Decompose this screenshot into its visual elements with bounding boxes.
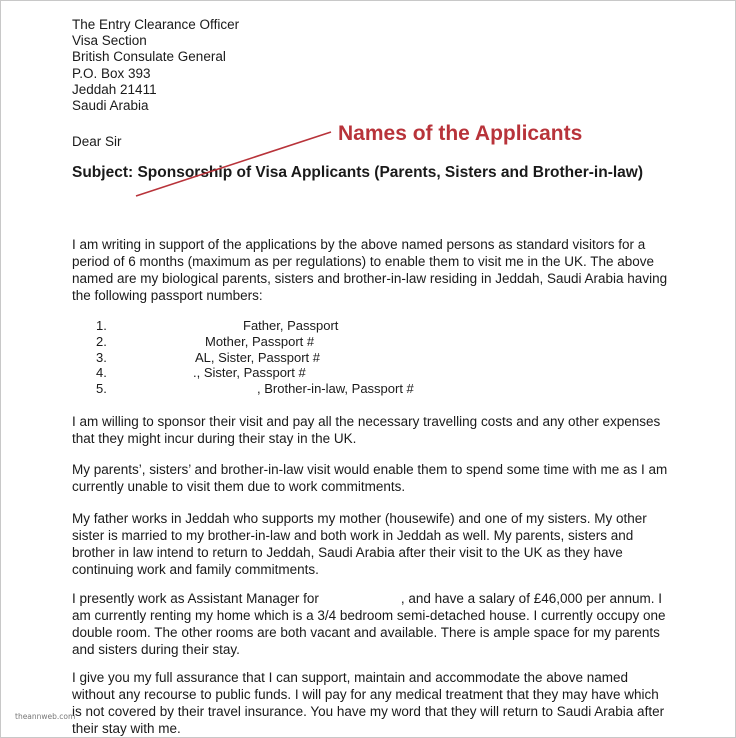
address-line: The Entry Clearance Officer	[72, 17, 240, 32]
list-number: 3.	[96, 349, 107, 365]
list-number: 4.	[96, 365, 107, 381]
paragraph-visit-reason: My parents’, sisters’ and brother-in-law visit would enable them to spend some time with me as I am currently unable to visit them due to work commitments.	[72, 462, 668, 494]
list-text: Father, Passport	[243, 318, 339, 333]
address-line: British Consulate General	[72, 49, 226, 65]
address-line: Jeddah 21411	[72, 81, 157, 97]
list-text: Mother, Passport #	[205, 333, 315, 349]
paragraph-employment	[72, 590, 672, 658]
address-line: Saudi Arabia	[72, 98, 149, 114]
list-number: 1.	[96, 318, 107, 333]
list-text: ., Sister, Passport #	[193, 365, 306, 381]
address-line: Visa Section	[72, 33, 147, 49]
list-number: 2.	[96, 333, 107, 349]
list-text: AL, Sister, Passport #	[195, 349, 321, 365]
address-line: P.O. Box 393	[72, 65, 151, 81]
subject-line: Subject: Sponsorship of Visa Applicants (Parents, Sisters and Brother-in-law)	[72, 164, 644, 181]
list-number: 5.	[96, 381, 107, 397]
employment-text-start: I presently work as Assistant Manager for	[72, 591, 319, 606]
employment-text-rest: , and have a salary of £46,000 per annum. I am currently renting my home which is a 3/4 bedroom semi-detached house. I currently occupy one double room. The other rooms are both vacant and available. There is ample space for my parents and sisters during their stay.	[72, 591, 666, 657]
annotation-label: Names of the Applicants	[338, 122, 583, 145]
salutation: Dear Sir	[72, 134, 122, 149]
paragraph-sponsorship: I am willing to sponsor their visit and pay all the necessary travelling costs and any other expenses that they might incur during their stay in the UK.	[72, 414, 661, 446]
paragraph-family-ties: My father works in Jeddah who supports my mother (housewife) and one of my sisters. My other sister is married to my brother-in-law and both work in Jeddah as well. My parents, sisters and brother in law intend to return to Jeddah, Saudi Arabia after their visit to the UK as they have continuing work and family commitments.	[72, 511, 647, 577]
paragraph-intro: I am writing in support of the applications by the above named persons as standard visitors for a period of 6 months (maximum as per regulations) to enable them to visit me in the UK. The above named are my biological parents, sisters and brother-in-law residing in Jeddah, Saudi Arabia having the following passport numbers:	[72, 237, 668, 303]
paragraph-assurance: I give you my full assurance that I can support, maintain and accommodate the above named without any recourse to public funds. I will pay for any medical treatment that they may have which is not covered by their travel insurance. You have my word that they will return to Saudi Arabia after their stay with me.	[72, 670, 665, 736]
watermark: theannweb.com	[15, 712, 76, 721]
list-text: , Brother-in-law, Passport #	[257, 381, 414, 397]
